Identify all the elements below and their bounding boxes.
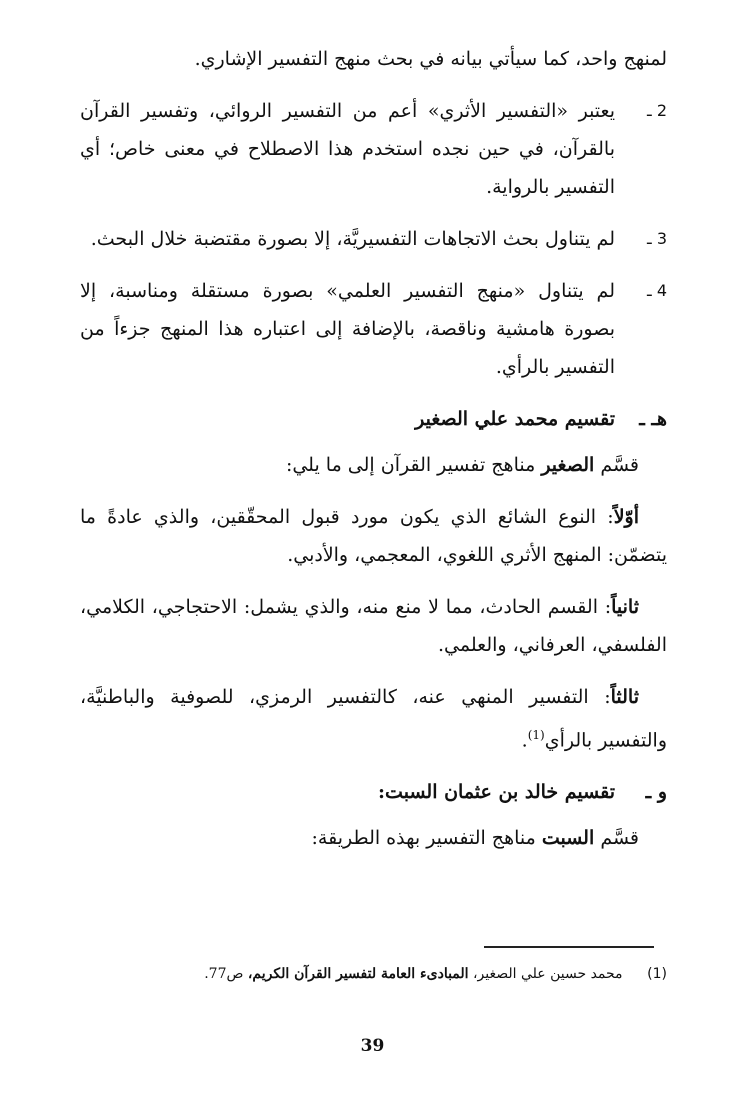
section-heading-h (80, 400, 667, 438)
section-h-third (80, 678, 667, 759)
footnote-page: ص77. (204, 966, 244, 982)
section-marker: و ـ (645, 781, 667, 804)
paragraph-continuation: لمنهج واحد، كما سيأتي بيانه في بحث منهج التفسير الإشاري. (194, 48, 667, 70)
list-item-text: يعتبر «التفسير الأثري» أعم من التفسير الروائي، وتفسير القرآن بالقرآن، في حين نجده استخدم هذا الاصطلاح في معنى خاص؛ أي التفسير بالرواية. (80, 100, 615, 198)
list-item-4 (80, 272, 667, 386)
section-marker: هـ ـ (639, 408, 667, 430)
intro-bold-name: الصغير (541, 454, 595, 476)
intro-after: مناهج التفسير بهذه الطريقة: (311, 827, 536, 850)
section-h-second (80, 588, 667, 664)
footnote-divider (484, 946, 654, 948)
section-h-intro (80, 446, 667, 484)
page-body (80, 40, 667, 871)
first-text: : النوع الشائع الذي يكون مورد قبول المحقّقين، والذي عادةً ما يتضمّن: المنهج الأثري اللغوي، المعجمي، والأدبي. (80, 506, 667, 566)
third-text: : التفسير المنهي عنه، كالتفسير الرمزي، للصوفية والباطنيَّة، والتفسير بالرأي (80, 686, 667, 752)
section-title: تقسيم محمد علي الصغير (415, 408, 615, 430)
second-text: : القسم الحادث، مما لا منع منه، والذي يشمل: الاحتجاجي، الكلامي، الفلسفي، العرفاني، والعلمي. (80, 596, 667, 656)
section-w-intro (80, 819, 667, 857)
footnote (80, 962, 667, 986)
third-label: ثالثاً (610, 686, 639, 708)
intro-after: مناهج تفسير القرآن إلى ما يلي: (285, 454, 536, 476)
intro-bold-name: السبت (541, 827, 595, 850)
third-end: . (521, 729, 528, 752)
list-marker: 4 ـ (647, 281, 667, 300)
list-item-text: لم يتناول «منهج التفسير العلمي» بصورة مستقلة ومناسبة، إلا بصورة هامشية وناقصة، بالإضافة إلى اعتباره هذا المنهج جزءاً من التفسير بالرأي. (80, 280, 615, 378)
list-item-3 (80, 220, 667, 258)
footnote-marker: (1) (647, 966, 667, 982)
intro-before: قسَّم (600, 827, 639, 850)
section-title: تقسيم خالد بن عثمان السبت: (378, 781, 615, 804)
first-label: أوّلاً (613, 506, 639, 528)
intro-before: قسَّم (600, 454, 639, 476)
list-item-text: لم يتناول بحث الاتجاهات التفسيريَّة، إلا بصورة مقتضبة خلال البحث. (90, 228, 615, 250)
section-heading-w (80, 773, 667, 811)
list-item-2 (80, 92, 667, 206)
section-h-first (80, 498, 667, 574)
footnote-ref[interactable]: (1) (527, 728, 545, 742)
page-number: 39 (360, 1036, 385, 1056)
list-marker: 2 ـ (647, 101, 667, 120)
list-marker: 3 ـ (647, 229, 667, 248)
footnote-book-title: المبادىء العامة لتفسير القرآن الكريم، (247, 966, 469, 982)
second-label: ثانياً (611, 596, 639, 618)
footnote-author: محمد حسين علي الصغير، (473, 966, 623, 982)
